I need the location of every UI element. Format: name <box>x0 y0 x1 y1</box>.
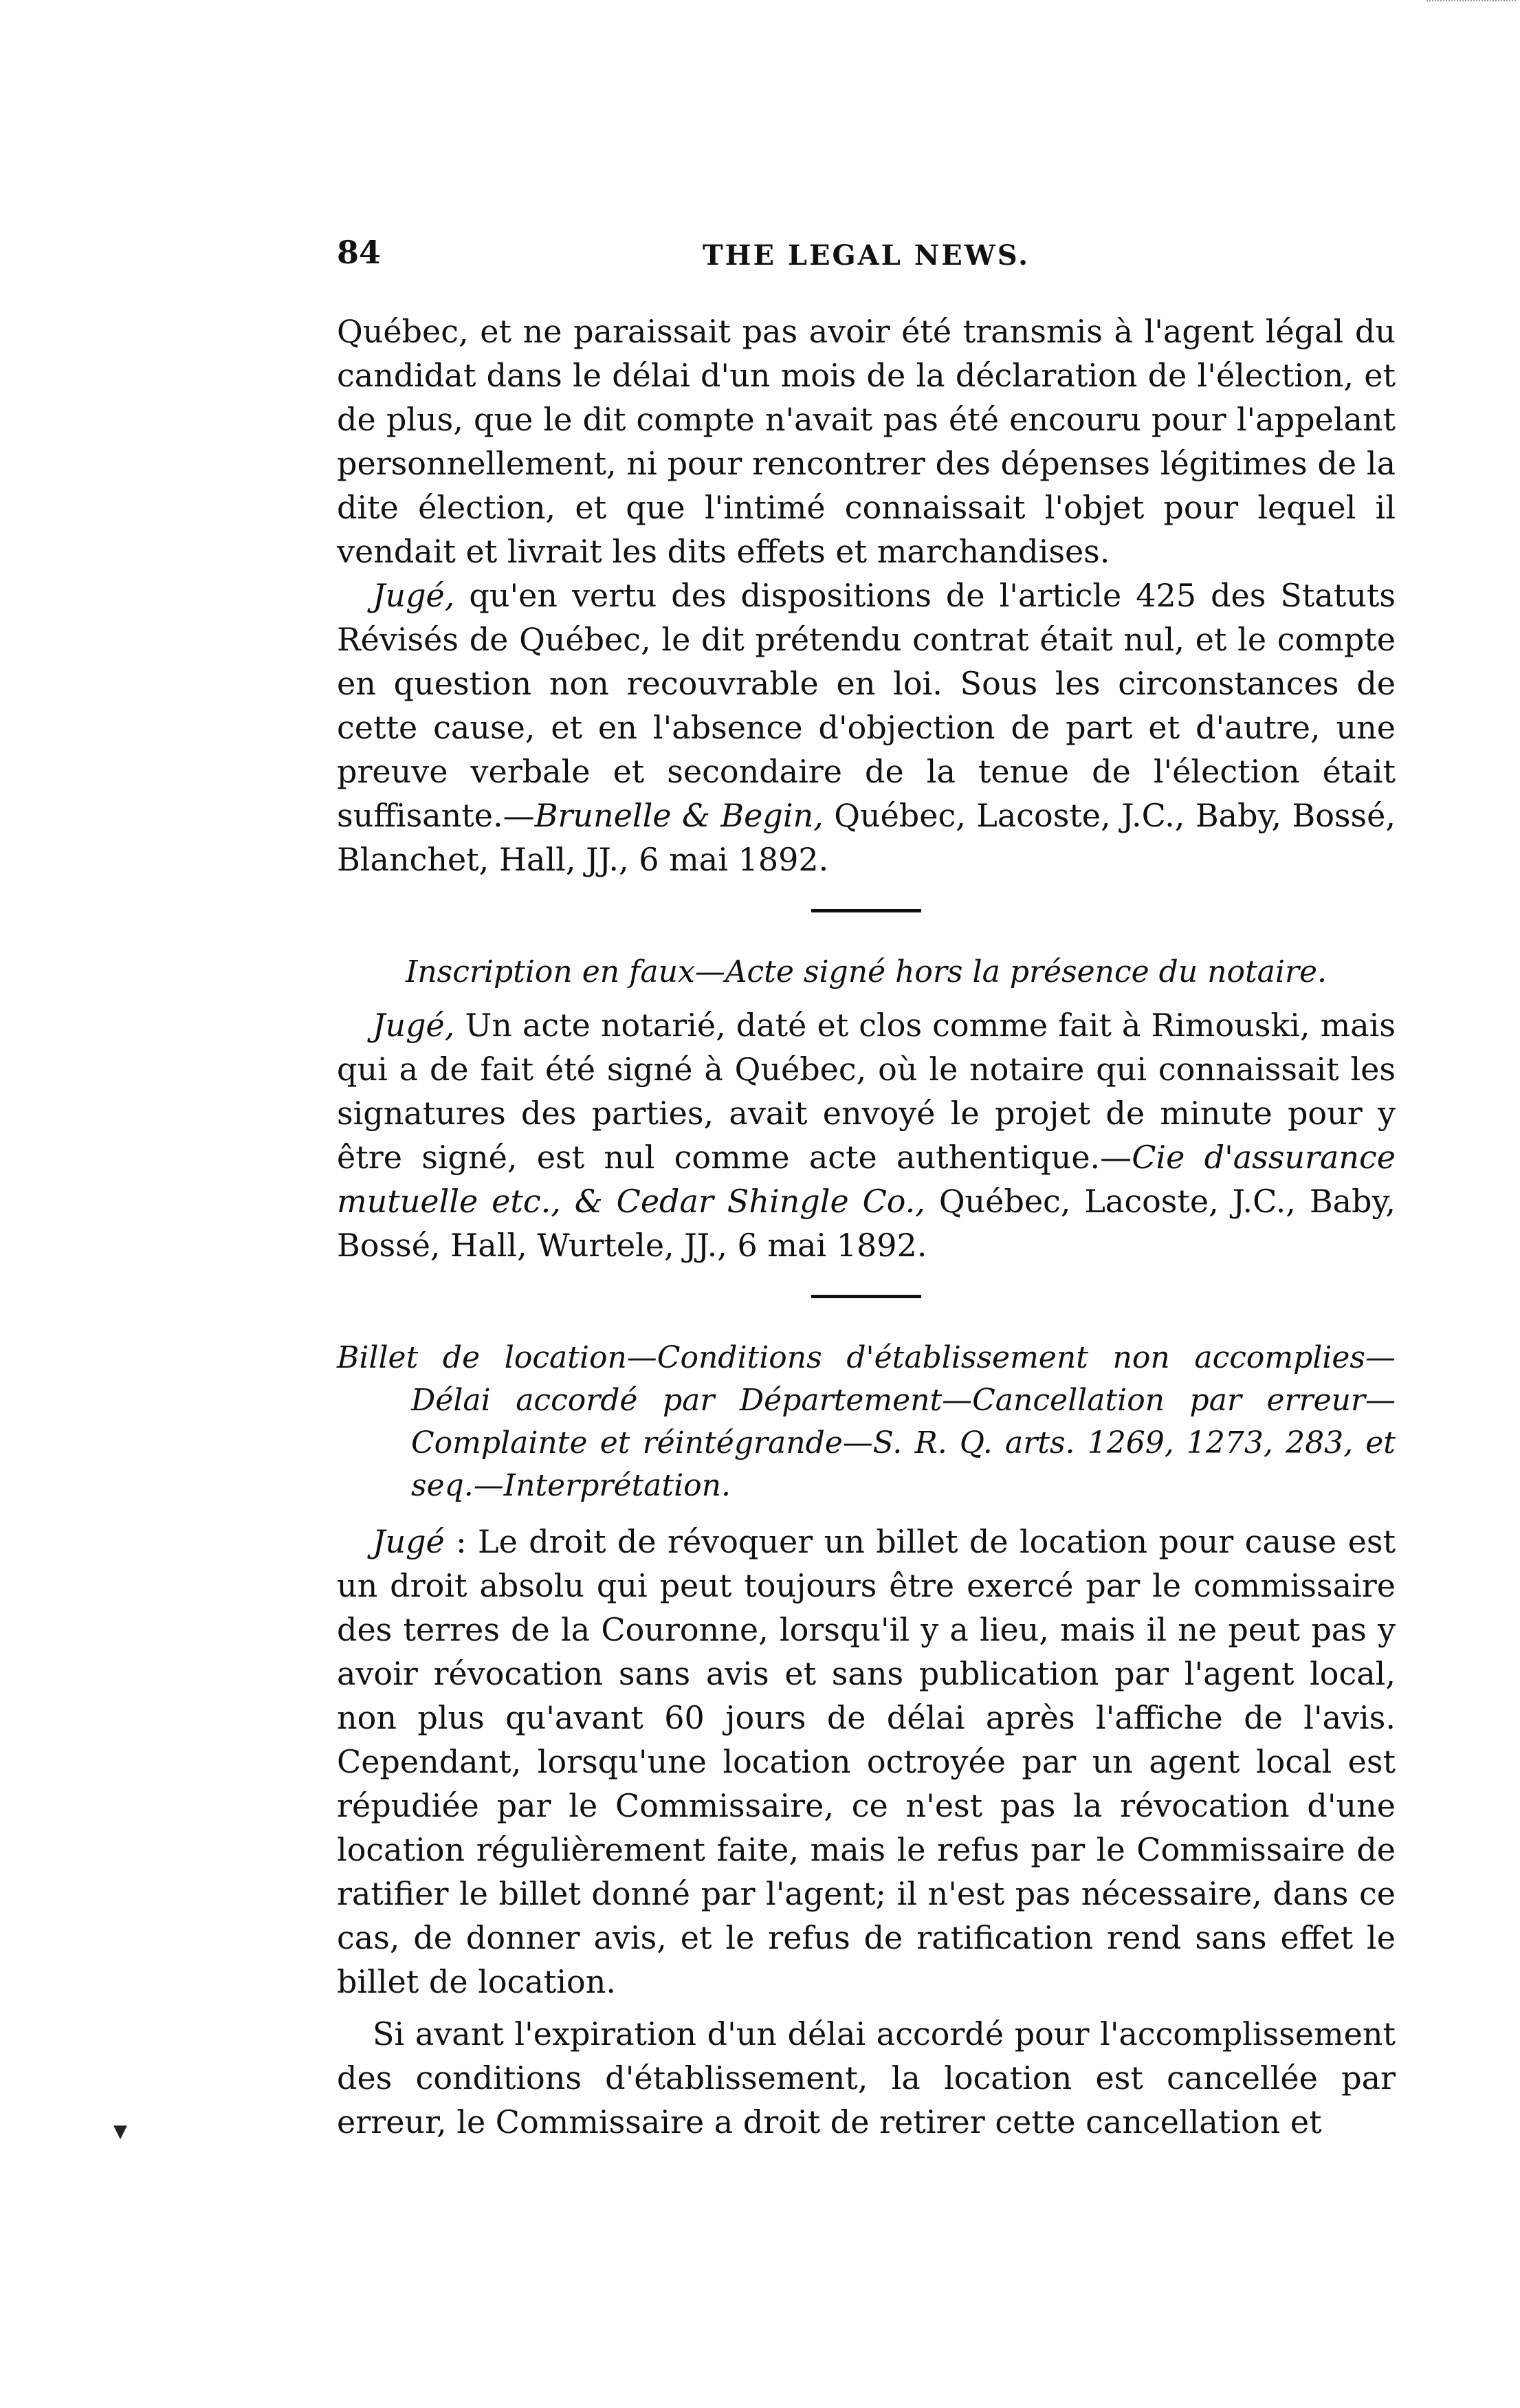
case3-judgment-text: : Le droit de révoquer un billet de location pour cause est un droit absolu qui peut toujours être exercé par le commissaire des terres de la Couronne, lorsqu'il y a lieu, mais il ne peut pas y avoir révocation sans avis et sans publication par l'agent local, non plus qu'avant 60 jours de délai après l'affiche de l'avis. Cependant, lorsqu'une location octroyée par un agent local est répudiée par le Commissaire, ce n'est pas la révocation d'une location régulièrement faite, mais le refus par le Commissaire de ratifier le billet donné par l'agent; il n'est pas nécessaire, dans ce cas, de donner avis, et le refus de ratification rend sans effet le billet de location. <box>337 1523 1396 2000</box>
case2-citation-rest: Québec, Lacoste, J.C., Baby, Bossé, Hall, Wurtele, JJ., 6 mai 1892. <box>337 1183 1396 1264</box>
case2-heading: Inscription en faux—Acte signé hors la présence du notaire. <box>405 954 1328 989</box>
case3-juge-word: Jugé <box>373 1523 445 1560</box>
case2-judgment-paragraph <box>337 1003 1396 1267</box>
case2-juge-word: Jugé, <box>373 1007 455 1044</box>
section-divider-1 <box>811 909 921 912</box>
page-number: 84 <box>337 234 382 271</box>
journal-title: THE LEGAL NEWS. <box>702 239 1031 272</box>
running-head <box>337 234 1396 282</box>
section-divider-2 <box>811 1295 921 1298</box>
case3-heading: Billet de location—Conditions d'établissement non accomplies—Délai accordé par Département—Cancellation par erreur—Complainte et réintégrande—S. R. Q. arts. 1269, 1273, 283, et seq.—Interprétation. <box>337 1340 1396 1503</box>
case1-citation-rest: Québec, Lacoste, J.C., Baby, Bossé, Blanchet, Hall, JJ., 6 mai 1892. <box>337 797 1396 878</box>
page-edge-mark <box>1427 0 1516 8</box>
case1-judgment-paragraph <box>337 573 1396 882</box>
case2-judgment-text: Un acte notarié, daté et clos comme fait à Rimouski, mais qui a de fait été signé à Québec, où le notaire qui connaissait les signatures des parties, avait envoyé le projet de minute pour y être signé, est nul comme acte authentique.— <box>337 1007 1396 1176</box>
case2-citation-parties: Cie d'assurance mutuelle etc., & Cedar Shingle Co., <box>337 1139 1396 1220</box>
case1-paragraph-continued: Québec, et ne paraissait pas avoir été transmis à l'agent légal du candidat dans le délai d'un mois de la déclaration de l'élection, et de plus, que le dit compte n'avait pas été encouru pour l'appelant personnellement, ni pour rencontrer des dépenses légitimes de la dite élection, et que l'intimé connaissait l'objet pour lequel il vendait et livrait les dits effets et marchandises. <box>337 313 1396 570</box>
page <box>337 234 1396 2144</box>
case1-judgment-text: qu'en vertu des dispositions de l'article 425 des Statuts Révisés de Québec, le dit prétendu contrat était nul, et le compte en question non recouvrable en loi. Sous les circonstances de cette cause, et en l'absence d'objection de part et d'autre, une preuve verbale et secondaire de la tenue de l'élection était suffisante.— <box>337 577 1396 834</box>
case1-citation-parties: Brunelle & Begin, <box>534 797 824 834</box>
margin-mark: ▼ <box>113 2121 127 2142</box>
case3-second-paragraph: Si avant l'expiration d'un délai accordé pour l'accomplissement des conditions d'établissement, la location est cancellée par erreur, le Commissaire a droit de retirer cette cancellation et <box>337 2015 1396 2141</box>
case3-judgment-paragraph <box>337 1520 1396 2004</box>
case1-juge-word: Jugé, <box>373 577 455 614</box>
